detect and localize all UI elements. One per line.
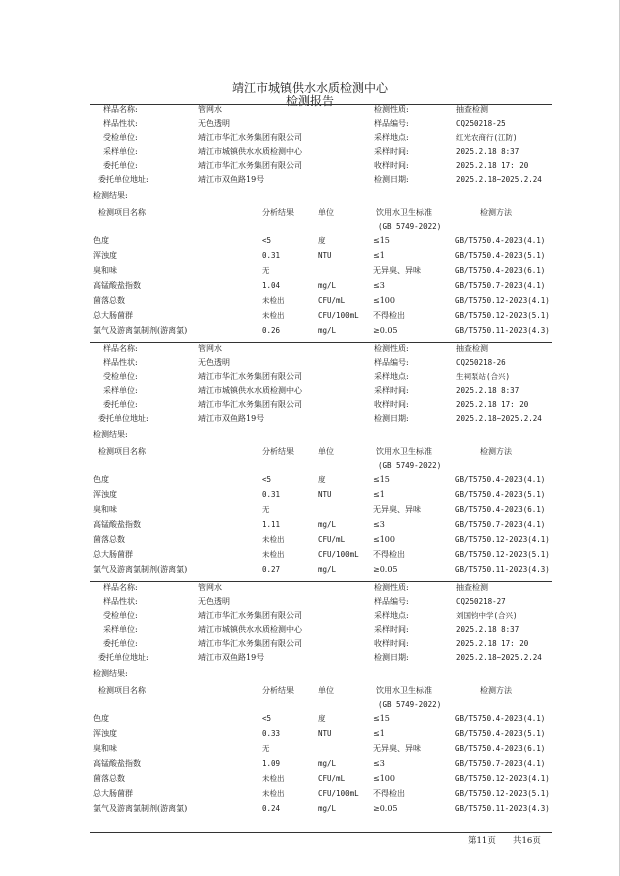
field-value: 2025.2.18 8:37 <box>456 625 520 634</box>
item-method: GB/T5750.7-2023(4.1) <box>455 520 546 529</box>
item-unit: mg/L <box>318 520 337 529</box>
item-standard: ≤100 <box>373 774 395 783</box>
field-label: 样品性状: <box>103 358 138 367</box>
item-result: 0.31 <box>262 251 281 260</box>
item-unit: 度 <box>318 236 326 245</box>
field-value: 生祠泵站(合兴) <box>456 372 511 381</box>
field-value: 2025.2.18~2025.2.24 <box>456 414 542 423</box>
section-rule <box>90 342 552 343</box>
item-name: 氯气及游离氯制剂(游离氯) <box>93 565 188 574</box>
item-unit: CFU/100mL <box>318 311 359 320</box>
item-standard: ≤1 <box>373 251 385 260</box>
item-name: 菌落总数 <box>93 535 125 544</box>
field-value: 2025.2.18 17: 20 <box>456 161 529 170</box>
item-standard: ≥0.05 <box>373 804 398 813</box>
item-name: 高锰酸盐指数 <box>93 759 141 768</box>
item-unit: NTU <box>318 251 332 260</box>
field-value: 靖江市城镇供水水质检测中心 <box>198 625 302 634</box>
item-result: 0.33 <box>262 729 281 738</box>
field-label: 委托单位地址: <box>98 175 149 184</box>
item-result: 0.31 <box>262 490 281 499</box>
field-label: 采样单位: <box>103 147 138 156</box>
page-total: 共16页 <box>513 836 541 846</box>
item-name: 氯气及游离氯制剂(游离氯) <box>93 804 188 813</box>
item-result: <5 <box>262 714 272 723</box>
field-label: 受检单位: <box>103 372 138 381</box>
field-value: 无色透明 <box>198 358 230 367</box>
item-unit: NTU <box>318 490 332 499</box>
item-result: 无 <box>262 505 270 514</box>
field-label: 检测性质: <box>374 583 409 592</box>
field-value: 2025.2.18~2025.2.24 <box>456 653 542 662</box>
item-unit: NTU <box>318 729 332 738</box>
item-name: 总大肠菌群 <box>93 789 133 798</box>
col-header: (GB 5749-2022) <box>378 461 442 470</box>
col-header: 分析结果 <box>262 686 294 695</box>
field-label: 采样单位: <box>103 386 138 395</box>
field-label: 样品编号: <box>374 119 409 128</box>
item-name: 菌落总数 <box>93 296 125 305</box>
item-method: GB/T5750.4-2023(4.1) <box>455 714 546 723</box>
field-value: 靖江市华汇水务集团有限公司 <box>198 161 302 170</box>
item-standard: ≤100 <box>373 296 395 305</box>
results-label: 检测结果: <box>93 191 128 200</box>
field-label: 受检单位: <box>103 133 138 142</box>
item-result: 未检出 <box>262 789 285 798</box>
field-value: 靖江市城镇供水水质检测中心 <box>198 386 302 395</box>
field-label: 委托单位: <box>103 639 138 648</box>
item-standard: ≥0.05 <box>373 565 398 574</box>
field-label: 采样时间: <box>374 386 409 395</box>
item-name: 总大肠菌群 <box>93 550 133 559</box>
item-unit: CFU/100mL <box>318 789 359 798</box>
field-label: 收样时间: <box>374 639 409 648</box>
col-header: 单位 <box>318 686 334 695</box>
field-label: 检测性质: <box>374 105 409 114</box>
item-unit: mg/L <box>318 281 337 290</box>
col-header: 检测项目名称 <box>98 208 146 217</box>
item-name: 高锰酸盐指数 <box>93 520 141 529</box>
item-standard: ≤1 <box>373 490 385 499</box>
field-value: 靖江市城镇供水水质检测中心 <box>198 147 302 156</box>
item-unit: CFU/mL <box>318 535 346 544</box>
item-result: 0.26 <box>262 326 281 335</box>
item-name: 浑浊度 <box>93 251 117 260</box>
bottom-rule <box>90 832 552 833</box>
field-label: 检测日期: <box>374 175 409 184</box>
item-result: 未检出 <box>262 774 285 783</box>
field-value: 2025.2.18 17: 20 <box>456 400 529 409</box>
item-result: 0.27 <box>262 565 281 574</box>
page-number: 第11页 <box>468 836 496 846</box>
item-unit: CFU/100mL <box>318 550 359 559</box>
item-standard: 无异臭、异味 <box>373 744 421 753</box>
field-label: 采样时间: <box>374 147 409 156</box>
col-header: 饮用水卫生标准 <box>376 686 432 695</box>
item-name: 氯气及游离氯制剂(游离氯) <box>93 326 188 335</box>
item-method: GB/T5750.4-2023(6.1) <box>455 266 546 275</box>
field-label: 样品编号: <box>374 597 409 606</box>
item-method: GB/T5750.4-2023(6.1) <box>455 744 546 753</box>
field-value: 红光农商行(江防) <box>456 133 518 142</box>
item-method: GB/T5750.11-2023(4.3) <box>455 804 550 813</box>
section-rule <box>90 581 552 582</box>
item-method: GB/T5750.12-2023(4.1) <box>455 774 550 783</box>
item-standard: ≤3 <box>373 759 385 768</box>
col-header: 检测方法 <box>480 686 512 695</box>
field-value: 管网水 <box>198 105 222 114</box>
field-value: 管网水 <box>198 344 222 353</box>
item-unit: mg/L <box>318 565 337 574</box>
item-standard: 不得检出 <box>373 311 405 320</box>
item-result: 0.24 <box>262 804 281 813</box>
field-value: 管网水 <box>198 583 222 592</box>
item-name: 高锰酸盐指数 <box>93 281 141 290</box>
col-header: 检测项目名称 <box>98 447 146 456</box>
item-standard: ≤15 <box>373 475 390 484</box>
field-value: CQ250218-27 <box>456 597 506 606</box>
col-header: 饮用水卫生标准 <box>376 208 432 217</box>
col-header: 单位 <box>318 447 334 456</box>
item-result: <5 <box>262 236 272 245</box>
item-result: 未检出 <box>262 296 285 305</box>
field-label: 样品名称: <box>103 105 138 114</box>
field-value: 抽查检测 <box>456 344 488 353</box>
field-value: 靖江市华汇水务集团有限公司 <box>198 133 302 142</box>
field-label: 受检单位: <box>103 611 138 620</box>
field-value: CQ250218-25 <box>456 119 506 128</box>
item-method: GB/T5750.4-2023(5.1) <box>455 251 546 260</box>
item-method: GB/T5750.4-2023(5.1) <box>455 490 546 499</box>
item-unit: 度 <box>318 714 326 723</box>
field-value: 2025.2.18 8:37 <box>456 147 520 156</box>
item-unit: mg/L <box>318 326 337 335</box>
item-name: 臭和味 <box>93 266 117 275</box>
item-name: 臭和味 <box>93 744 117 753</box>
item-method: GB/T5750.4-2023(4.1) <box>455 236 546 245</box>
item-result: 未检出 <box>262 535 285 544</box>
field-label: 样品编号: <box>374 358 409 367</box>
report-subtitle: 检测报告 <box>285 94 334 108</box>
field-label: 检测日期: <box>374 414 409 423</box>
field-value: 2025.2.18 17: 20 <box>456 639 529 648</box>
field-label: 采样地点: <box>374 372 409 381</box>
field-value: 2025.2.18~2025.2.24 <box>456 175 542 184</box>
item-result: 1.11 <box>262 520 281 529</box>
field-label: 采样时间: <box>374 625 409 634</box>
item-name: 色度 <box>93 236 109 245</box>
field-value: 靖江市华汇水务集团有限公司 <box>198 372 302 381</box>
item-method: GB/T5750.4-2023(6.1) <box>455 505 546 514</box>
item-result: 1.04 <box>262 281 281 290</box>
item-method: GB/T5750.12-2023(4.1) <box>455 296 550 305</box>
item-result: 未检出 <box>262 311 285 320</box>
item-method: GB/T5750.12-2023(5.1) <box>455 550 550 559</box>
col-header: (GB 5749-2022) <box>378 222 442 231</box>
field-value: 靖江市双鱼路19号 <box>198 414 265 423</box>
item-unit: CFU/mL <box>318 296 346 305</box>
item-standard: 不得检出 <box>373 550 405 559</box>
field-label: 采样地点: <box>374 133 409 142</box>
item-result: 1.09 <box>262 759 281 768</box>
col-header: 检测方法 <box>480 447 512 456</box>
item-method: GB/T5750.12-2023(5.1) <box>455 789 550 798</box>
field-value: 抽查检测 <box>456 105 488 114</box>
field-label: 采样单位: <box>103 625 138 634</box>
field-label: 委托单位: <box>103 400 138 409</box>
field-label: 收样时间: <box>374 161 409 170</box>
item-result: 未检出 <box>262 550 285 559</box>
item-result: 无 <box>262 266 270 275</box>
field-label: 委托单位地址: <box>98 414 149 423</box>
item-method: GB/T5750.4-2023(5.1) <box>455 729 546 738</box>
field-label: 样品名称: <box>103 583 138 592</box>
item-standard: ≤15 <box>373 714 390 723</box>
item-result: <5 <box>262 475 272 484</box>
col-header: (GB 5749-2022) <box>378 700 442 709</box>
field-label: 样品性状: <box>103 119 138 128</box>
field-value: 靖江市华汇水务集团有限公司 <box>198 400 302 409</box>
field-value: 抽查检测 <box>456 583 488 592</box>
item-name: 色度 <box>93 475 109 484</box>
field-label: 委托单位: <box>103 161 138 170</box>
col-header: 单位 <box>318 208 334 217</box>
field-value: 无色透明 <box>198 597 230 606</box>
item-unit: 度 <box>318 475 326 484</box>
item-standard: 无异臭、异味 <box>373 505 421 514</box>
results-label: 检测结果: <box>93 669 128 678</box>
item-name: 浑浊度 <box>93 729 117 738</box>
col-header: 分析结果 <box>262 447 294 456</box>
item-method: GB/T5750.11-2023(4.3) <box>455 565 550 574</box>
item-unit: mg/L <box>318 804 337 813</box>
report-title: 靖江市城镇供水水质检测中心 <box>231 81 388 95</box>
field-value: 靖江市双鱼路19号 <box>198 653 265 662</box>
item-standard: ≤3 <box>373 520 385 529</box>
item-method: GB/T5750.7-2023(4.1) <box>455 281 546 290</box>
field-label: 委托单位地址: <box>98 653 149 662</box>
field-value: 靖江市华汇水务集团有限公司 <box>198 611 302 620</box>
field-value: 2025.2.18 8:37 <box>456 386 520 395</box>
field-value: 刘国钧中学(合兴) <box>456 611 518 620</box>
item-method: GB/T5750.4-2023(4.1) <box>455 475 546 484</box>
field-label: 收样时间: <box>374 400 409 409</box>
item-name: 臭和味 <box>93 505 117 514</box>
field-value: 靖江市华汇水务集团有限公司 <box>198 639 302 648</box>
col-header: 检测方法 <box>480 208 512 217</box>
item-standard: ≤1 <box>373 729 385 738</box>
results-label: 检测结果: <box>93 430 128 439</box>
item-unit: CFU/mL <box>318 774 346 783</box>
field-label: 检测性质: <box>374 344 409 353</box>
field-value: CQ250218-26 <box>456 358 506 367</box>
col-header: 分析结果 <box>262 208 294 217</box>
col-header: 饮用水卫生标准 <box>376 447 432 456</box>
item-result: 无 <box>262 744 270 753</box>
item-name: 色度 <box>93 714 109 723</box>
item-name: 菌落总数 <box>93 774 125 783</box>
col-header: 检测项目名称 <box>98 686 146 695</box>
item-method: GB/T5750.12-2023(4.1) <box>455 535 550 544</box>
field-label: 样品名称: <box>103 344 138 353</box>
field-value: 靖江市双鱼路19号 <box>198 175 265 184</box>
field-label: 检测日期: <box>374 653 409 662</box>
field-label: 样品性状: <box>103 597 138 606</box>
item-standard: ≤100 <box>373 535 395 544</box>
item-method: GB/T5750.12-2023(5.1) <box>455 311 550 320</box>
item-name: 总大肠菌群 <box>93 311 133 320</box>
item-standard: 不得检出 <box>373 789 405 798</box>
item-name: 浑浊度 <box>93 490 117 499</box>
item-standard: ≥0.05 <box>373 326 398 335</box>
field-value: 无色透明 <box>198 119 230 128</box>
item-standard: 无异臭、异味 <box>373 266 421 275</box>
item-method: GB/T5750.7-2023(4.1) <box>455 759 546 768</box>
field-label: 采样地点: <box>374 611 409 620</box>
item-unit: mg/L <box>318 759 337 768</box>
item-method: GB/T5750.11-2023(4.3) <box>455 326 550 335</box>
item-standard: ≤15 <box>373 236 390 245</box>
item-standard: ≤3 <box>373 281 385 290</box>
